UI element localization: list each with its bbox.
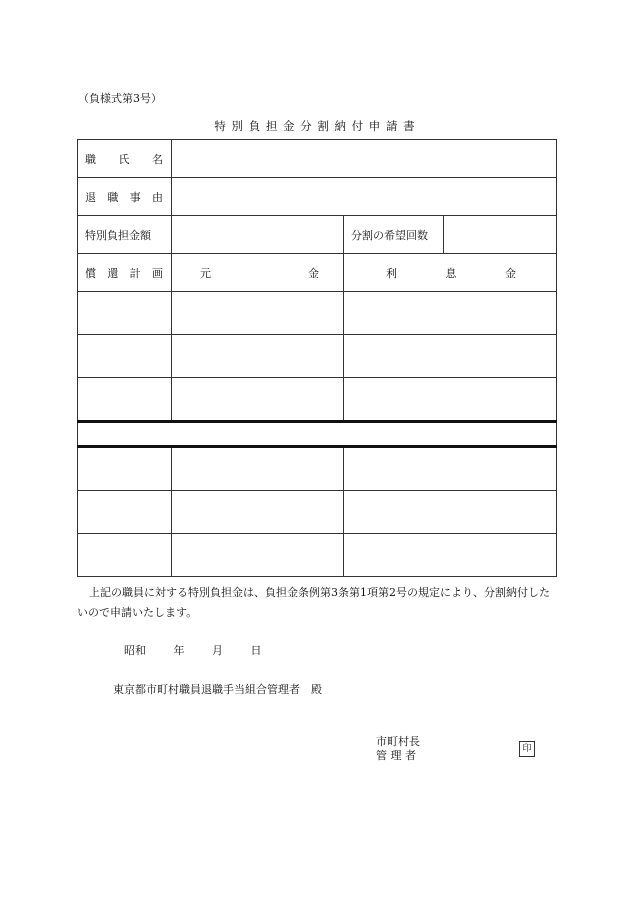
plan-cell-principal[interactable] — [172, 335, 344, 378]
reason-input-cell[interactable] — [172, 178, 557, 216]
plan-cell-period[interactable] — [78, 292, 172, 335]
row-amount — [78, 216, 557, 254]
label-cell-amount: 特別負担金額 — [78, 216, 172, 254]
plan-cell-period[interactable] — [78, 378, 172, 422]
principal-header: 元 金 — [172, 254, 344, 292]
plan-cell-period[interactable] — [78, 491, 172, 534]
date-day: 日 — [250, 644, 262, 657]
plan-row — [78, 335, 557, 378]
plan-cell-principal[interactable] — [172, 491, 344, 534]
plan-cell-interest[interactable] — [344, 378, 557, 422]
seal-mark: 印 — [519, 741, 535, 757]
plan-cell-interest[interactable] — [344, 491, 557, 534]
application-statement: 上記の職員に対する特別負担金は、負担金条例第3条第1項第2号の規定により、分割納付したいので申請いたします。 — [77, 586, 550, 619]
date-era: 昭和 — [124, 644, 146, 657]
plan-cell-principal[interactable] — [172, 378, 344, 422]
row-reason — [78, 178, 557, 216]
date-year: 年 — [173, 644, 185, 657]
label-cell-reason: 退 職 事 由 — [78, 178, 172, 216]
signer-title-line2: 管 理 者 — [376, 749, 416, 762]
date-line — [124, 642, 286, 658]
plan-cell-period[interactable] — [78, 335, 172, 378]
label-cell-name: 職 氏 名 — [78, 140, 172, 178]
form-number: （負様式第3号） — [78, 92, 162, 105]
label-cell-plan: 償 還 計 画 — [78, 254, 172, 292]
plan-cell-interest[interactable] — [344, 292, 557, 335]
signer-title — [376, 735, 420, 763]
plan-cell-principal[interactable] — [172, 292, 344, 335]
plan-row — [78, 491, 557, 534]
label-cell-installments: 分割の希望回数 — [344, 216, 444, 254]
addressee: 東京都市町村職員退職手当組合管理者 殿 — [113, 683, 322, 696]
document-title: 特 別 負 担 金 分 割 納 付 申 請 書 — [214, 119, 416, 133]
plan-cell-principal[interactable] — [172, 534, 344, 577]
row-name — [78, 140, 557, 178]
plan-cell-principal[interactable] — [172, 447, 344, 491]
signer-title-line1: 市町村長 — [376, 735, 420, 748]
amount-input-cell[interactable] — [172, 216, 344, 254]
table-break — [78, 422, 557, 447]
date-month: 月 — [212, 644, 223, 657]
installments-input-cell[interactable] — [444, 216, 557, 254]
plan-cell-period[interactable] — [78, 534, 172, 577]
plan-cell-interest[interactable] — [344, 534, 557, 577]
plan-row — [78, 534, 557, 577]
table-break-row — [78, 422, 557, 447]
plan-row — [78, 292, 557, 335]
plan-cell-interest[interactable] — [344, 335, 557, 378]
interest-header: 利 息 金 — [344, 254, 557, 292]
plan-row — [78, 378, 557, 422]
plan-cell-interest[interactable] — [344, 447, 557, 491]
name-input-cell[interactable] — [172, 140, 557, 178]
plan-row — [78, 447, 557, 491]
plan-cell-period[interactable] — [78, 447, 172, 491]
row-plan-header — [78, 254, 557, 292]
application-table — [77, 139, 557, 577]
